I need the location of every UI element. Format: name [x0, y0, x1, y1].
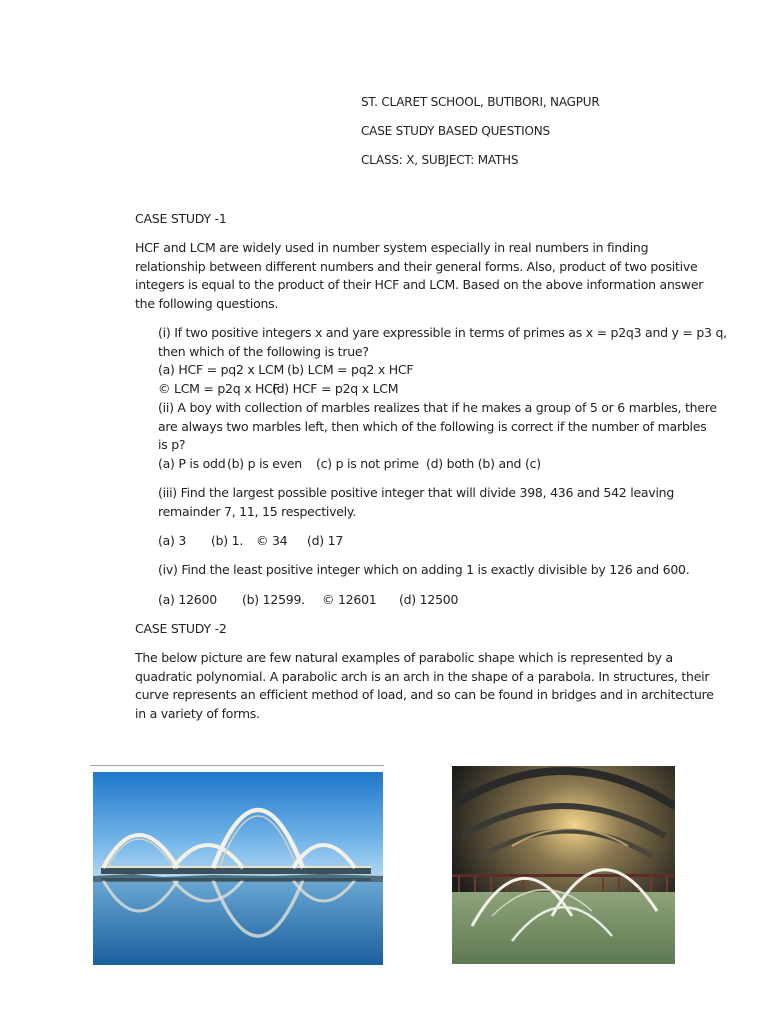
question-4-options — [158, 591, 678, 610]
option-b: (b) 12599. — [242, 592, 305, 607]
image-top-rule — [90, 765, 384, 766]
arch-bridge-image — [93, 772, 383, 965]
question-1-options — [158, 361, 678, 399]
option-a: (a) 12600 — [158, 592, 217, 607]
intro-line: HCF and LCM are widely used in number system especially in real numbers in finding — [135, 240, 649, 255]
option-a: (a) P is odd — [158, 456, 226, 471]
intro-line: relationship between different numbers and their general forms. Also, product of two positive — [135, 258, 698, 274]
option-b: (b) 1. — [211, 533, 244, 548]
intro-line: integers is equal to the product of their HCF and LCM. Based on the above information answer — [135, 277, 704, 293]
intro-line: curve represents an efficient method of load, and so can be found in bridges and in architecture — [135, 687, 714, 703]
school-name: ST. CLARET SCHOOL, BUTIBORI, NAGPUR — [361, 95, 600, 109]
arch-bridge-photo — [93, 772, 383, 965]
question-4: (iv) Find the least positive integer which on adding 1 is exactly divisible by 126 and 600. — [158, 562, 690, 577]
intro-line: in a variety of forms. — [135, 705, 260, 721]
question-line: (ii) A boy with collection of marbles realizes that if he makes a group of 5 or 6 marbles, there — [158, 400, 717, 415]
question-1 — [158, 324, 727, 361]
question-3 — [158, 484, 674, 521]
intro-line: The below picture are few natural examples of parabolic shape which is represented by a — [135, 650, 673, 665]
case-study-1-heading: CASE STUDY -1 — [135, 211, 227, 226]
option-d: (d) 12500 — [399, 592, 459, 607]
class-subject: CLASS: X, SUBJECT: MATHS — [361, 153, 519, 167]
fountain-arcs-image — [452, 766, 675, 964]
question-line: (i) If two positive integers x and yare expressible in terms of primes as x = p2q3 and y = p3 q, — [158, 325, 727, 340]
question-2-options — [158, 455, 678, 474]
case-study-2-heading: CASE STUDY -2 — [135, 621, 227, 636]
question-line: remainder 7, 11, 15 respectively. — [158, 503, 356, 519]
option-a: (a) HCF = pq2 x LCM — [158, 362, 285, 377]
document-title: CASE STUDY BASED QUESTIONS — [361, 124, 550, 138]
option-a: (a) 3 — [158, 533, 187, 548]
question-line: (iii) Find the largest possible positive integer that will divide 398, 436 and 542 leaving — [158, 485, 675, 500]
case-study-2-intro — [135, 649, 714, 723]
question-line: is p? — [158, 437, 186, 453]
intro-line: the following questions. — [135, 295, 279, 311]
case-study-1-intro — [135, 239, 703, 313]
option-c: © 34 — [256, 533, 288, 548]
question-2 — [158, 399, 717, 455]
option-c: © LCM = p2q x HCF — [158, 380, 280, 396]
fountain-arcs-photo — [452, 766, 675, 964]
option-b: (b) p is even — [227, 456, 302, 471]
question-3-options — [158, 532, 678, 551]
question-line: then which of the following is true? — [158, 343, 369, 359]
question-line: are always two marbles left, then which of the following is correct if the number of marbles — [158, 418, 707, 434]
option-d: (d) both (b) and (c) — [426, 456, 541, 471]
option-d: (d) HCF = p2q x LCM — [272, 380, 399, 396]
option-d: (d) 17 — [307, 533, 344, 548]
option-b: (b) LCM = pq2 x HCF — [287, 362, 414, 377]
intro-line: quadratic polynomial. A parabolic arch is an arch in the shape of a parabola. In structures, their — [135, 668, 710, 684]
option-c: © 12601 — [322, 592, 377, 607]
option-c: (c) p is not prime — [316, 456, 419, 471]
